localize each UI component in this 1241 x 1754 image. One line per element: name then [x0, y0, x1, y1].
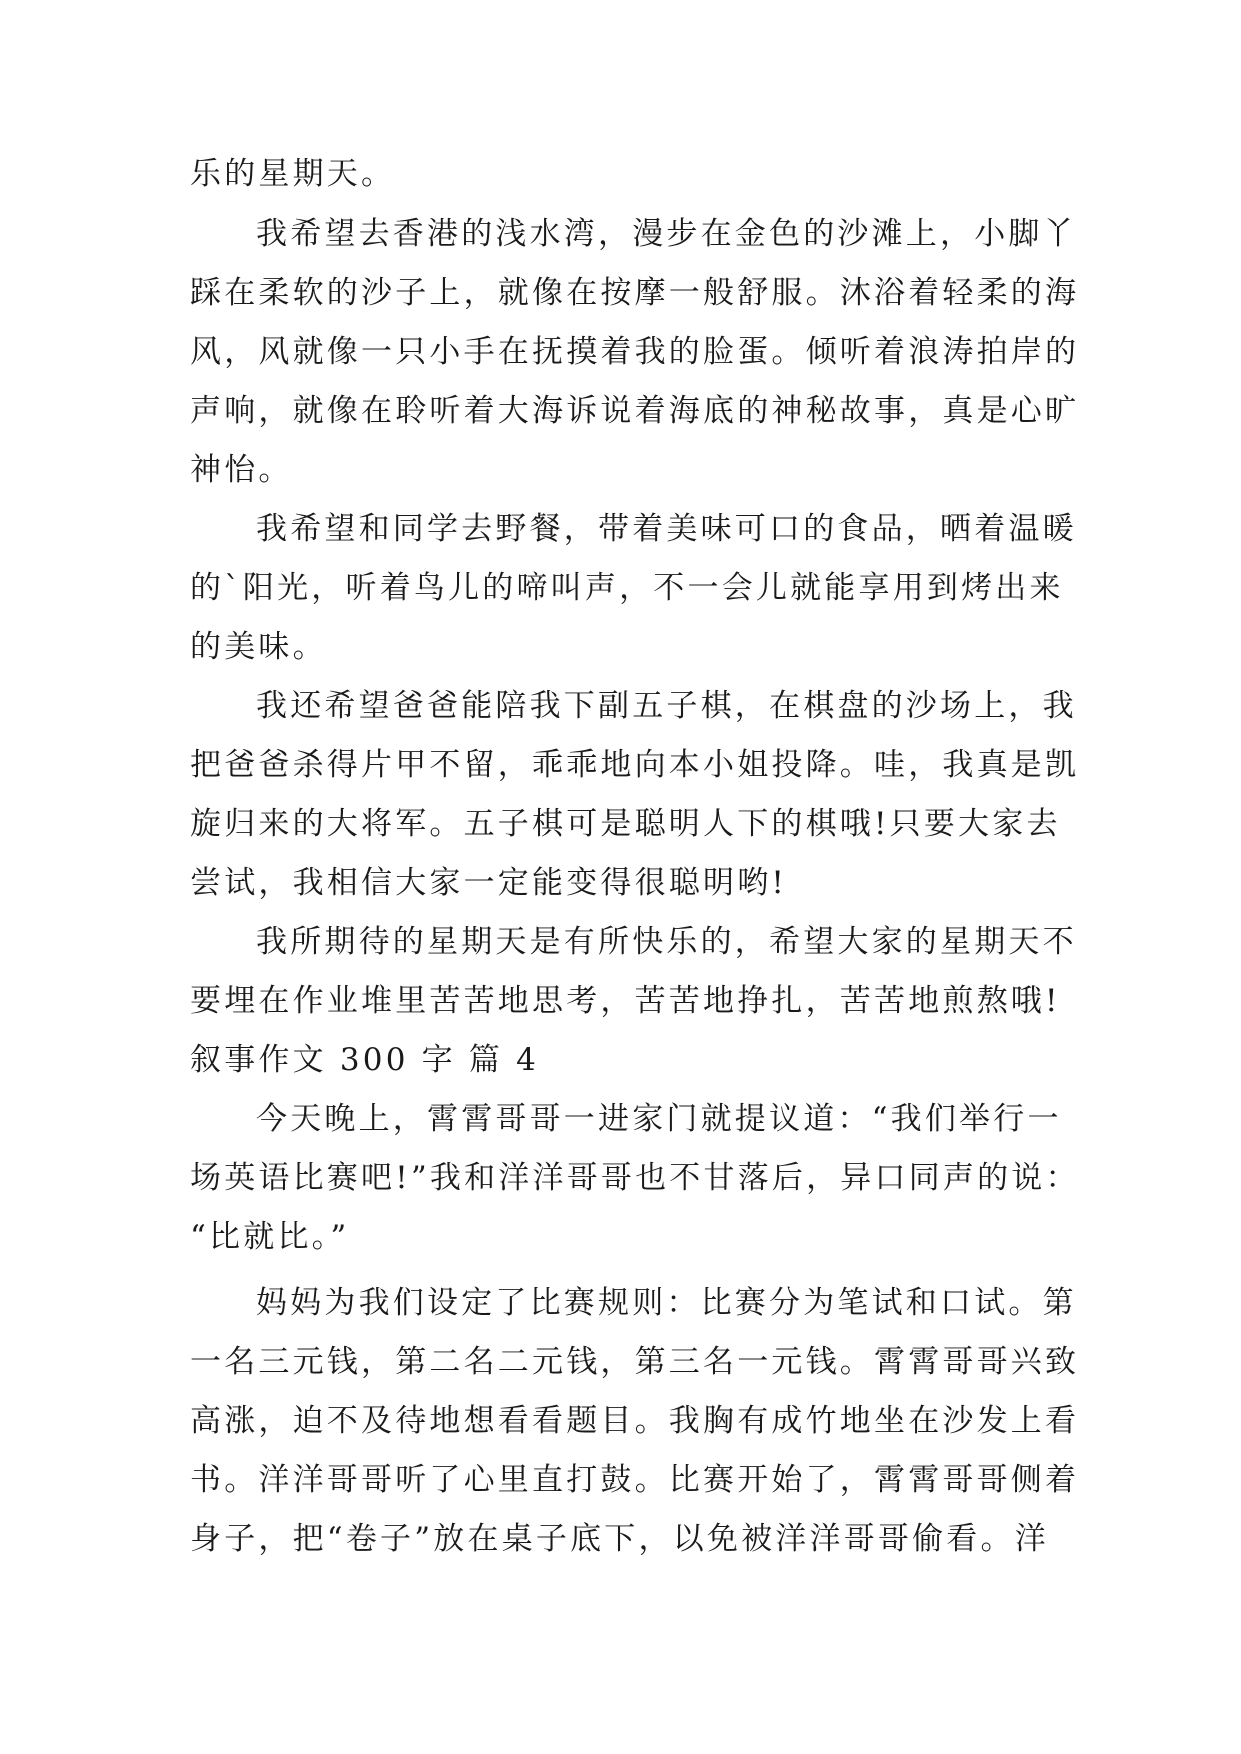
text-line: “比就比。” — [190, 1219, 350, 1255]
text-line: 把爸爸杀得片甲不留，乖乖地向本小姐投降。哇，我真是凯 — [190, 747, 1080, 783]
text-line: 书。洋洋哥哥听了心里直打鼓。比赛开始了，霄霄哥哥侧着 — [190, 1462, 1080, 1498]
text-line: 高涨，迫不及待地想看看题目。我胸有成竹地坐在沙发上看 — [190, 1403, 1080, 1439]
text-line: 我希望和同学去野餐，带着美味可口的食品，晒着温暖 — [256, 511, 1077, 547]
text-line: 神怡。 — [190, 452, 293, 488]
text-line: 场英语比赛吧!”我和洋洋哥哥也不甘落后，异口同声的说： — [190, 1160, 1080, 1196]
text-line: 今天晚上，霄霄哥哥一进家门就提议道：“我们举行一 — [256, 1101, 1062, 1137]
text-line: 风，风就像一只小手在抚摸着我的脸蛋。倾听着浪涛拍岸的 — [190, 334, 1080, 370]
text-line: 旋归来的大将军。五子棋可是聪明人下的棋哦!只要大家去 — [190, 806, 1061, 842]
text-line: 踩在柔软的沙子上，就像在按摩一般舒服。沐浴着轻柔的海 — [190, 275, 1080, 311]
text-line: 的美味。 — [190, 629, 327, 665]
text-line: 的`阳光，听着鸟儿的啼叫声，不一会儿就能享用到烤出来 — [190, 570, 1064, 606]
text-line: 我希望去香港的浅水湾，漫步在金色的沙滩上，小脚丫 — [256, 216, 1077, 252]
text-line: 身子，把“卷子”放在桌子底下，以免被洋洋哥哥偷看。洋 — [190, 1521, 1049, 1557]
text-line: 一名三元钱，第二名二元钱，第三名一元钱。霄霄哥哥兴致 — [190, 1344, 1080, 1380]
text-line: 我还希望爸爸能陪我下副五子棋，在棋盘的沙场上，我 — [256, 688, 1077, 724]
text-line: 妈妈为我们设定了比赛规则：比赛分为笔试和口试。第 — [256, 1285, 1077, 1321]
section-heading: 叙事作文 300 字 篇 4 — [190, 1042, 540, 1078]
text-line: 尝试，我相信大家一定能变得很聪明哟! — [190, 865, 788, 901]
text-line: 声响，就像在聆听着大海诉说着海底的神秘故事，真是心旷 — [190, 393, 1080, 429]
text-line: 要埋在作业堆里苦苦地思考，苦苦地挣扎，苦苦地煎熬哦! — [190, 983, 1061, 1019]
text-line: 我所期待的星期天是有所快乐的，希望大家的星期天不 — [256, 924, 1077, 960]
text-line: 乐的星期天。 — [190, 156, 396, 192]
